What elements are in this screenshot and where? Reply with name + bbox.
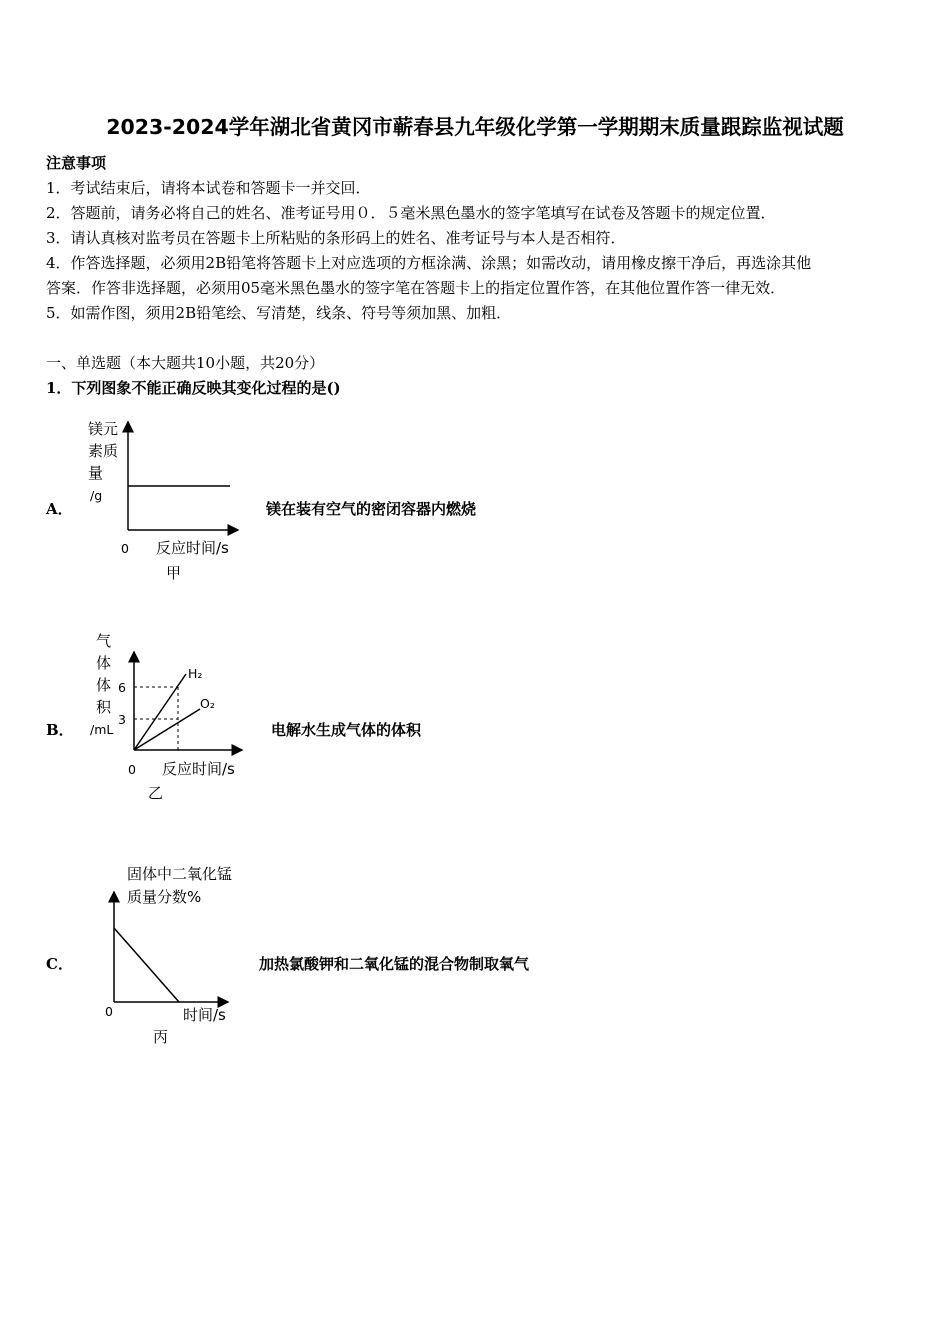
option-c-text: 加热氯酸钾和二氧化锰的混合物制取氧气 (259, 955, 530, 973)
tick-6: 6 (118, 680, 126, 695)
y-label-line-5: /mL (90, 722, 114, 737)
y-label-line-2: 体 (96, 654, 112, 672)
option-b-label: B． (46, 721, 74, 739)
graph-b (82, 630, 262, 810)
y-label-line-4: /g (90, 488, 103, 503)
y-label-line-3: 体 (96, 676, 112, 694)
notice-item-4: 4．作答选择题，必须用2B铅笔将答题卡上对应选项的方框涂满、涂黑；如需改动，请用橡皮擦干净后，再选涂其他 (46, 254, 812, 272)
x-label: 反应时间/s (162, 760, 235, 778)
origin-label: 0 (105, 1004, 113, 1019)
y-label-line-1: 镁元 (88, 420, 119, 438)
notice-item-1: 1．考试结束后，请将本试卷和答题卡一并交回． (46, 179, 371, 197)
origin-label: 0 (121, 541, 129, 556)
y-label-line-4: 积 (96, 698, 112, 716)
question-1: 1．下列图象不能正确反映其变化过程的是() (46, 379, 341, 397)
x-label: 反应时间/s (156, 539, 229, 557)
y-label-line-1: 固体中二氧化锰 (127, 865, 233, 883)
notice-item-5: 5．如需作图，须用2B铅笔绘、写清楚，线条、符号等须加黑、加粗． (46, 304, 512, 322)
notice-heading: 注意事项 (46, 154, 107, 172)
o2-label: O₂ (200, 696, 215, 711)
option-a-label: A． (46, 500, 73, 518)
notice-item-2: 2．答题前，请务必将自己的姓名、准考证号用０．５毫米黑色墨水的签字笔填写在试卷及答题卡的规定位置． (46, 204, 776, 222)
option-a-text: 镁在装有空气的密闭容器内燃烧 (266, 500, 477, 518)
page-title: 2023-2024学年湖北省黄冈市蕲春县九年级化学第一学期期末质量跟踪监视试题 (106, 115, 844, 139)
section-heading: 一、单选题（本大题共10小题，共20分） (46, 354, 325, 372)
graph-caption: 甲 (166, 564, 182, 582)
y-label-line-2: 质量分数% (127, 888, 202, 906)
graph-caption: 丙 (153, 1028, 169, 1046)
notice-item-3: 3．请认真核对监考员在答题卡上所粘贴的条形码上的姓名、准考证号与本人是否相符． (46, 229, 626, 247)
origin-label: 0 (128, 762, 136, 777)
x-label: 时间/s (183, 1006, 226, 1024)
graph-a (80, 410, 260, 590)
option-c-label: C． (46, 955, 73, 973)
graph-caption: 乙 (148, 784, 164, 802)
y-label-line-2: 素质 (88, 442, 119, 460)
y-label-line-1: 气 (96, 632, 112, 650)
notice-item-4-cont: 答案．作答非选择题，必须用05毫米黑色墨水的签字笔在答题卡上的指定位置作答，在其他位置作答一律无效． (46, 279, 786, 297)
option-b-text: 电解水生成气体的体积 (271, 721, 422, 739)
h2-label: H₂ (188, 666, 203, 681)
o2-line (134, 709, 200, 750)
graph-c (95, 860, 265, 1055)
tick-3: 3 (118, 712, 126, 727)
mno2-fraction-line (114, 928, 179, 1002)
y-label-line-3: 量 (88, 464, 104, 482)
